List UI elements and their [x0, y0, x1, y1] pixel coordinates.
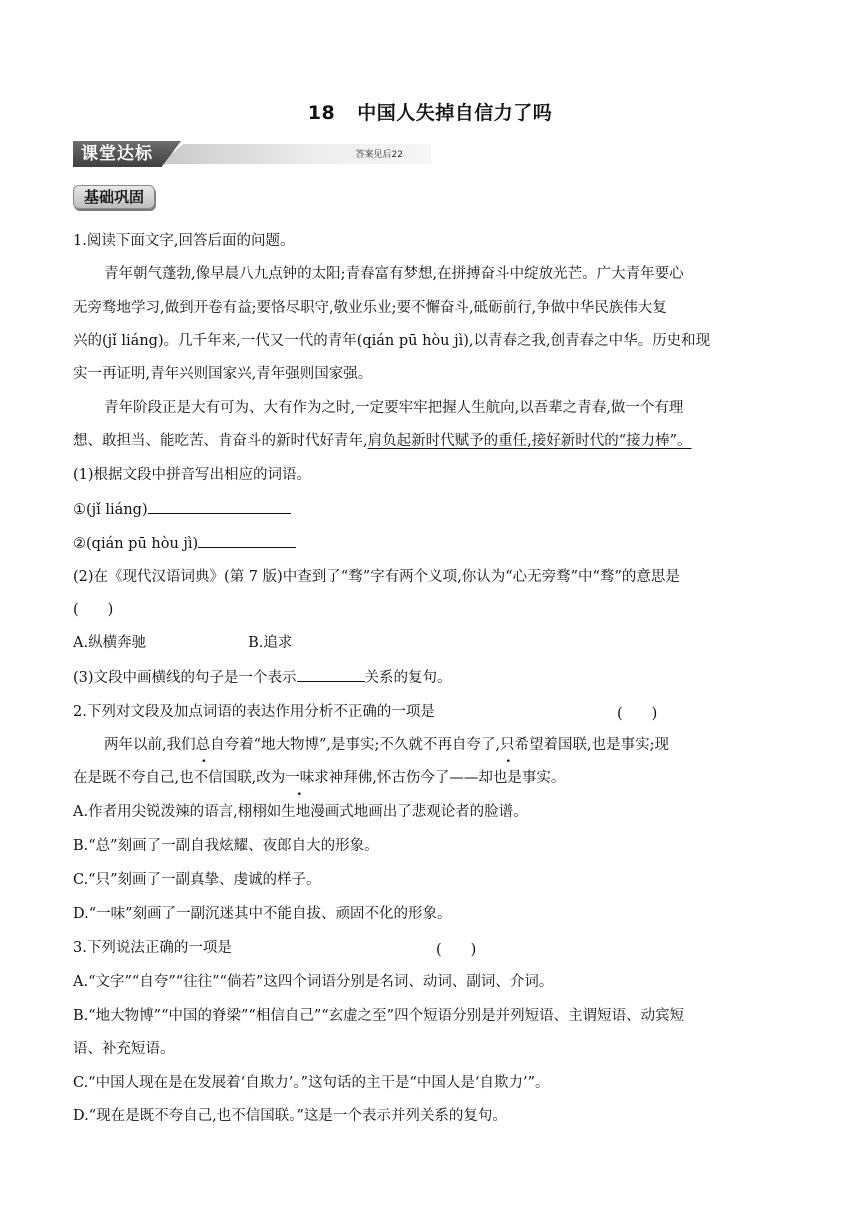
q3-option-d[interactable]: D.“现在是既不夸自己,也不信国联。”这是一个表示并列关系的复句。 — [73, 1108, 507, 1124]
q1-passage-line: 实一再证明,青年兴则国家兴,青年强则国家强。 — [73, 366, 373, 382]
q1-sub2-paren[interactable]: ( ) — [73, 602, 114, 618]
q3-option-c[interactable]: C.“中国人现在是在发展着‘自欺力’。”这句话的主干是“中国人是‘自欺力’”。 — [73, 1075, 550, 1091]
lesson-number: 18 — [307, 102, 336, 124]
q2-text: 求神拜佛,怀古伤今了——却也是事实。 — [314, 770, 566, 786]
q1-passage-line: 青年朝气蓬勃,像早晨八九点钟的太阳;青春富有梦想,在拼搏奋斗中绽放光芒。广大青年要心 — [104, 266, 684, 282]
q2-text-line — [104, 735, 789, 755]
q1-sub1-b — [73, 533, 789, 554]
q2-option-b[interactable]: B.“总”刻画了一副自我炫耀、夜郎自大的形象。 — [73, 838, 379, 854]
q1-sub2-options — [73, 633, 789, 653]
answer-blank[interactable] — [148, 499, 291, 514]
q2-text-line — [73, 768, 789, 788]
q2-text: 两年以前,我们 — [104, 737, 196, 753]
q3-stem: 3.下列说法正确的一项是 — [73, 940, 232, 956]
q1-passage-line: 青年阶段正是大有可为、大有作为之时,一定要牢牢把握人生航向,以吾辈之青春,做一个有理 — [104, 400, 684, 416]
lesson-title — [0, 98, 860, 125]
q2-option-c[interactable]: C.“只”刻画了一副真挚、虔诚的样子。 — [73, 872, 321, 888]
q1-passage-line: 兴的(jǐ liáng)。几千年来,一代又一代的青年(qián pū hòu jì),以青春之我,创青春之中华。历史和现 — [73, 333, 711, 349]
sub3-text: (3)文段中画横线的句子是一个表示 — [73, 670, 297, 686]
q3-option-b[interactable]: B.“地大物博”“中国的脊梁”“相信自己”“玄虚之至”四个短语分别是并列短语、主谓短语、动宾短 — [73, 1008, 685, 1024]
dotted-word: 总 — [195, 737, 211, 753]
q2-option-d[interactable]: D.“一味”刻画了一副沉迷其中不能自拔、顽固不化的形象。 — [73, 906, 452, 922]
q3-answer-paren[interactable]: ( ) — [436, 942, 477, 958]
dotted-word: 一味 — [285, 770, 315, 786]
sub3-text: 关系的复句。 — [364, 670, 452, 686]
pinyin-label: ①(jǐ liáng) — [73, 502, 148, 518]
q2-option-a[interactable]: A.作者用尖锐泼辣的语言,栩栩如生地漫画式地画出了悲观论者的脸谱。 — [73, 804, 528, 820]
lesson-title-text: 中国人失掉自信力了吗 — [357, 102, 553, 124]
answer-reference: 答案见后22 — [355, 150, 403, 160]
answer-blank[interactable] — [297, 667, 365, 682]
section-banner — [73, 141, 431, 167]
q1-sub1: (1)根据文段中拼音写出相应的词语。 — [73, 467, 312, 483]
option-a[interactable]: A.纵横奔驰 — [73, 635, 147, 651]
option-b[interactable]: B.追求 — [248, 635, 293, 651]
q2-text: 在是既不夸自己,也不信国联,改为 — [73, 770, 286, 786]
q1-sub2: (2)在《现代汉语词典》(第 7 版)中查到了“骛”字有两个义项,你认为“心无旁骛”中“骛”的意思是 — [73, 569, 680, 585]
q1-passage-line — [73, 431, 789, 451]
q1-sub1-a — [73, 499, 789, 520]
basic-section-tag: 基础巩固 — [73, 185, 155, 209]
q2-text: 自夸着“地大物博”,是事实;不久就不再自夸了, — [210, 737, 501, 753]
q2-stem: 2.下列对文段及加点词语的表达作用分析不正确的一项是 — [73, 704, 435, 720]
q3-option-a[interactable]: A.“文字”“自夸”“往往”“倘若”这四个词语分别是名词、动词、副词、介词。 — [73, 974, 554, 990]
q2-text: 希望着国联,也是事实;现 — [514, 737, 670, 753]
q1-sub3 — [73, 667, 789, 688]
q1-passage-line: 无旁骛地学习,做到开卷有益;要恪尽职守,敬业乐业;要不懈奋斗,砥砺前行,争做中华民族伟大复 — [73, 300, 667, 316]
pinyin-label: ②(qián pū hòu jì) — [73, 536, 199, 552]
q2-answer-paren[interactable]: ( ) — [617, 706, 658, 722]
underlined-sentence: 肩负起新时代赋予的重任,接好新时代的“接力棒”。 — [367, 433, 692, 449]
banner-label: 课堂达标 — [81, 144, 153, 164]
dotted-word: 只 — [500, 737, 515, 753]
q1-stem: 1.阅读下面文字,回答后面的问题。 — [73, 233, 295, 249]
passage-text: 想、敢担当、能吃苦、肯奋斗的新时代好青年, — [73, 433, 368, 449]
answer-blank[interactable] — [198, 533, 296, 548]
q3-option-b-cont[interactable]: 语、补充短语。 — [73, 1041, 175, 1057]
